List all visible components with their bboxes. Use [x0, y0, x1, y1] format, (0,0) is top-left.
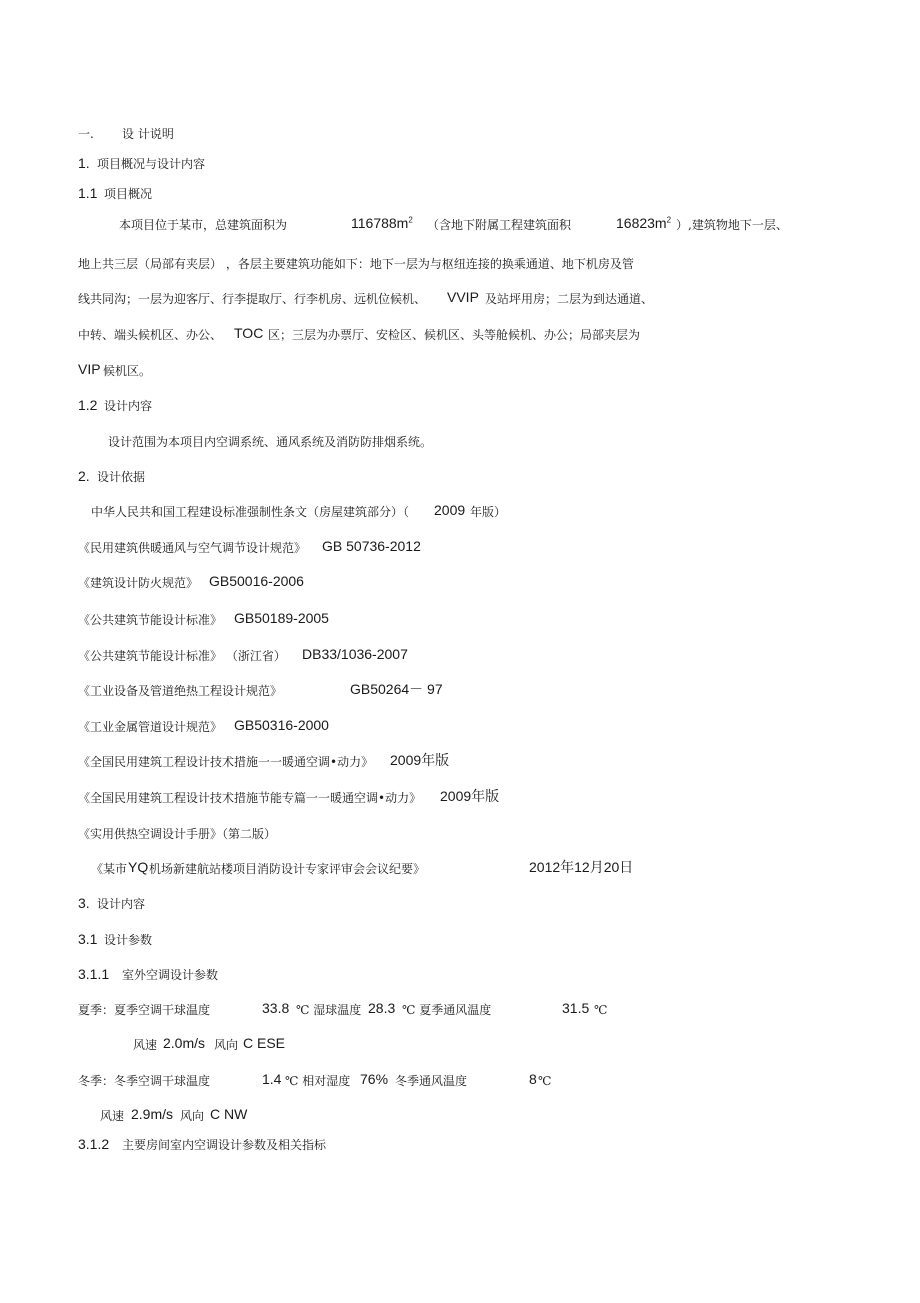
reference-name: 《工业金属管道设计规范》	[78, 720, 223, 734]
reference-name: 《工业设备及管道绝热工程设计规范》	[78, 684, 283, 698]
section-title: 设计参数	[104, 933, 153, 947]
winter-label: 冬季：冬季空调干球温度	[78, 1074, 211, 1088]
reference-code: GB50016-2006	[209, 573, 304, 589]
reference-name: 《公共建筑节能设计标准》 （浙江省）	[78, 649, 286, 663]
reference-code: 2009年版	[390, 752, 450, 768]
winter-vent-temp: 8	[529, 1071, 537, 1087]
section-title: 项目概况	[104, 187, 153, 201]
overview-text: 及站坪用房；二层为到达通道、	[485, 292, 654, 306]
unit-label: 冬季通风温度	[395, 1074, 468, 1088]
reference-code: 2009年版	[440, 788, 500, 804]
reference-name: 中华人民共和国工程建设标准强制性条文（房屋建筑部分）（	[91, 505, 410, 519]
reference-item: 《实用供热空调设计手册》（第二版）	[78, 827, 277, 841]
reference-name: 《建筑设计防火规范》	[78, 576, 199, 590]
summer-wind-direction: C ESE	[243, 1035, 286, 1051]
winter-wind-direction: C NW	[210, 1106, 248, 1122]
reference-tail: 年版）	[470, 505, 507, 519]
unit-label: ℃ 湿球温度	[296, 1003, 362, 1017]
wind-label: 风速	[100, 1109, 125, 1123]
overview-text: 本项目位于某市，总建筑面积为	[119, 218, 288, 232]
section-number: 1.	[78, 155, 90, 171]
section-title: 项目概况与设计内容	[97, 157, 206, 171]
summer-wind-speed: 2.0m/s	[163, 1035, 206, 1051]
winter-humidity: 76%	[360, 1071, 389, 1087]
winter-dry-bulb: 1.4	[262, 1071, 282, 1087]
overview-text: 区；三层为办票厅、安检区、候机区、头等舱候机、办公；局部夹层为	[268, 328, 641, 342]
reference-name: 《公共建筑节能设计标准》	[78, 613, 223, 627]
toc-text: TOC	[234, 325, 264, 341]
section-number: 3.1	[78, 931, 98, 947]
section-number: 3.1.1	[78, 966, 110, 982]
reference-code: 2009	[434, 502, 466, 518]
reference-date: 2012年12月20日	[529, 859, 634, 875]
section-title: 主要房间室内空调设计参数及相关指标	[122, 1138, 327, 1152]
unit-label: ℃ 夏季通风温度	[402, 1003, 492, 1017]
section-number: 3.1.2	[78, 1136, 110, 1152]
vip-text: VIP	[78, 361, 101, 377]
summer-wet-bulb: 28.3	[368, 1000, 396, 1016]
reference-name: 《民用建筑供暖通风与空气调节设计规范》	[78, 541, 307, 555]
section-number: 3.	[78, 895, 90, 911]
summer-label: 夏季：夏季空调干球温度	[78, 1003, 211, 1017]
overview-line-2: 地上共三层（局部有夹层） ，各层主要建筑功能如下：地下一层为与枢纽连接的换乘通道、地下机房及管	[78, 257, 634, 271]
wind-label: 风速	[133, 1038, 158, 1052]
overview-text: 候机区。	[103, 364, 152, 378]
reference-code: DB33/1036-2007	[302, 646, 408, 662]
section-title: 设计依据	[97, 470, 146, 484]
summer-dry-bulb: 33.8	[262, 1000, 290, 1016]
reference-code: GB50264－ 97	[350, 681, 443, 697]
overview-text: 中转、端头候机区、办公、	[78, 328, 223, 342]
reference-name: YQ	[128, 859, 149, 875]
overview-text: （含地下附属工程建筑面积	[427, 218, 572, 232]
reference-name: 《全国民用建筑工程设计技术措施一一暖通空调•动力》	[78, 755, 374, 769]
direction-label: 风向	[180, 1109, 205, 1123]
section-number: 1.2	[78, 397, 98, 413]
summer-vent-temp: 31.5	[562, 1000, 590, 1016]
section-number: 1.1	[78, 185, 98, 201]
reference-code: GB50316-2000	[234, 717, 329, 733]
unit-label: ℃	[538, 1074, 552, 1088]
chapter-title: 设 计说明	[122, 127, 174, 141]
reference-name: 《某市	[91, 862, 128, 876]
reference-name: 《全国民用建筑工程设计技术措施节能专篇一一暖通空调•动力》	[78, 791, 422, 805]
overview-text: ）,建筑物地下一层、	[676, 218, 788, 232]
section-title: 设计内容	[97, 897, 146, 911]
reference-code: GB50189-2005	[234, 610, 329, 626]
winter-wind-speed: 2.9m/s	[131, 1106, 174, 1122]
design-scope-text: 设计范围为本项目内空调系统、通风系统及消防防排烟系统。	[108, 435, 433, 449]
section-title: 室外空调设计参数	[122, 968, 219, 982]
section-title: 设计内容	[104, 399, 153, 413]
overview-text: 线共同沟；一层为迎客厅、行李提取厅、行李机房、远机位候机、	[78, 292, 427, 306]
vvip-text: VVIP	[447, 289, 479, 305]
reference-code: GB 50736-2012	[322, 538, 421, 554]
underground-area: $16823m^2$	[616, 215, 672, 231]
unit-label: ℃	[594, 1003, 608, 1017]
unit-label: ℃ 相对湿度	[285, 1074, 351, 1088]
reference-name: 机场新建航站楼项目消防设计专家评审会会议纪要》	[149, 862, 426, 876]
section-number: 2.	[78, 468, 90, 484]
direction-label: 风向	[214, 1038, 239, 1052]
total-area: $116788m^2$	[351, 215, 413, 231]
chapter-number: 一.	[78, 127, 94, 141]
